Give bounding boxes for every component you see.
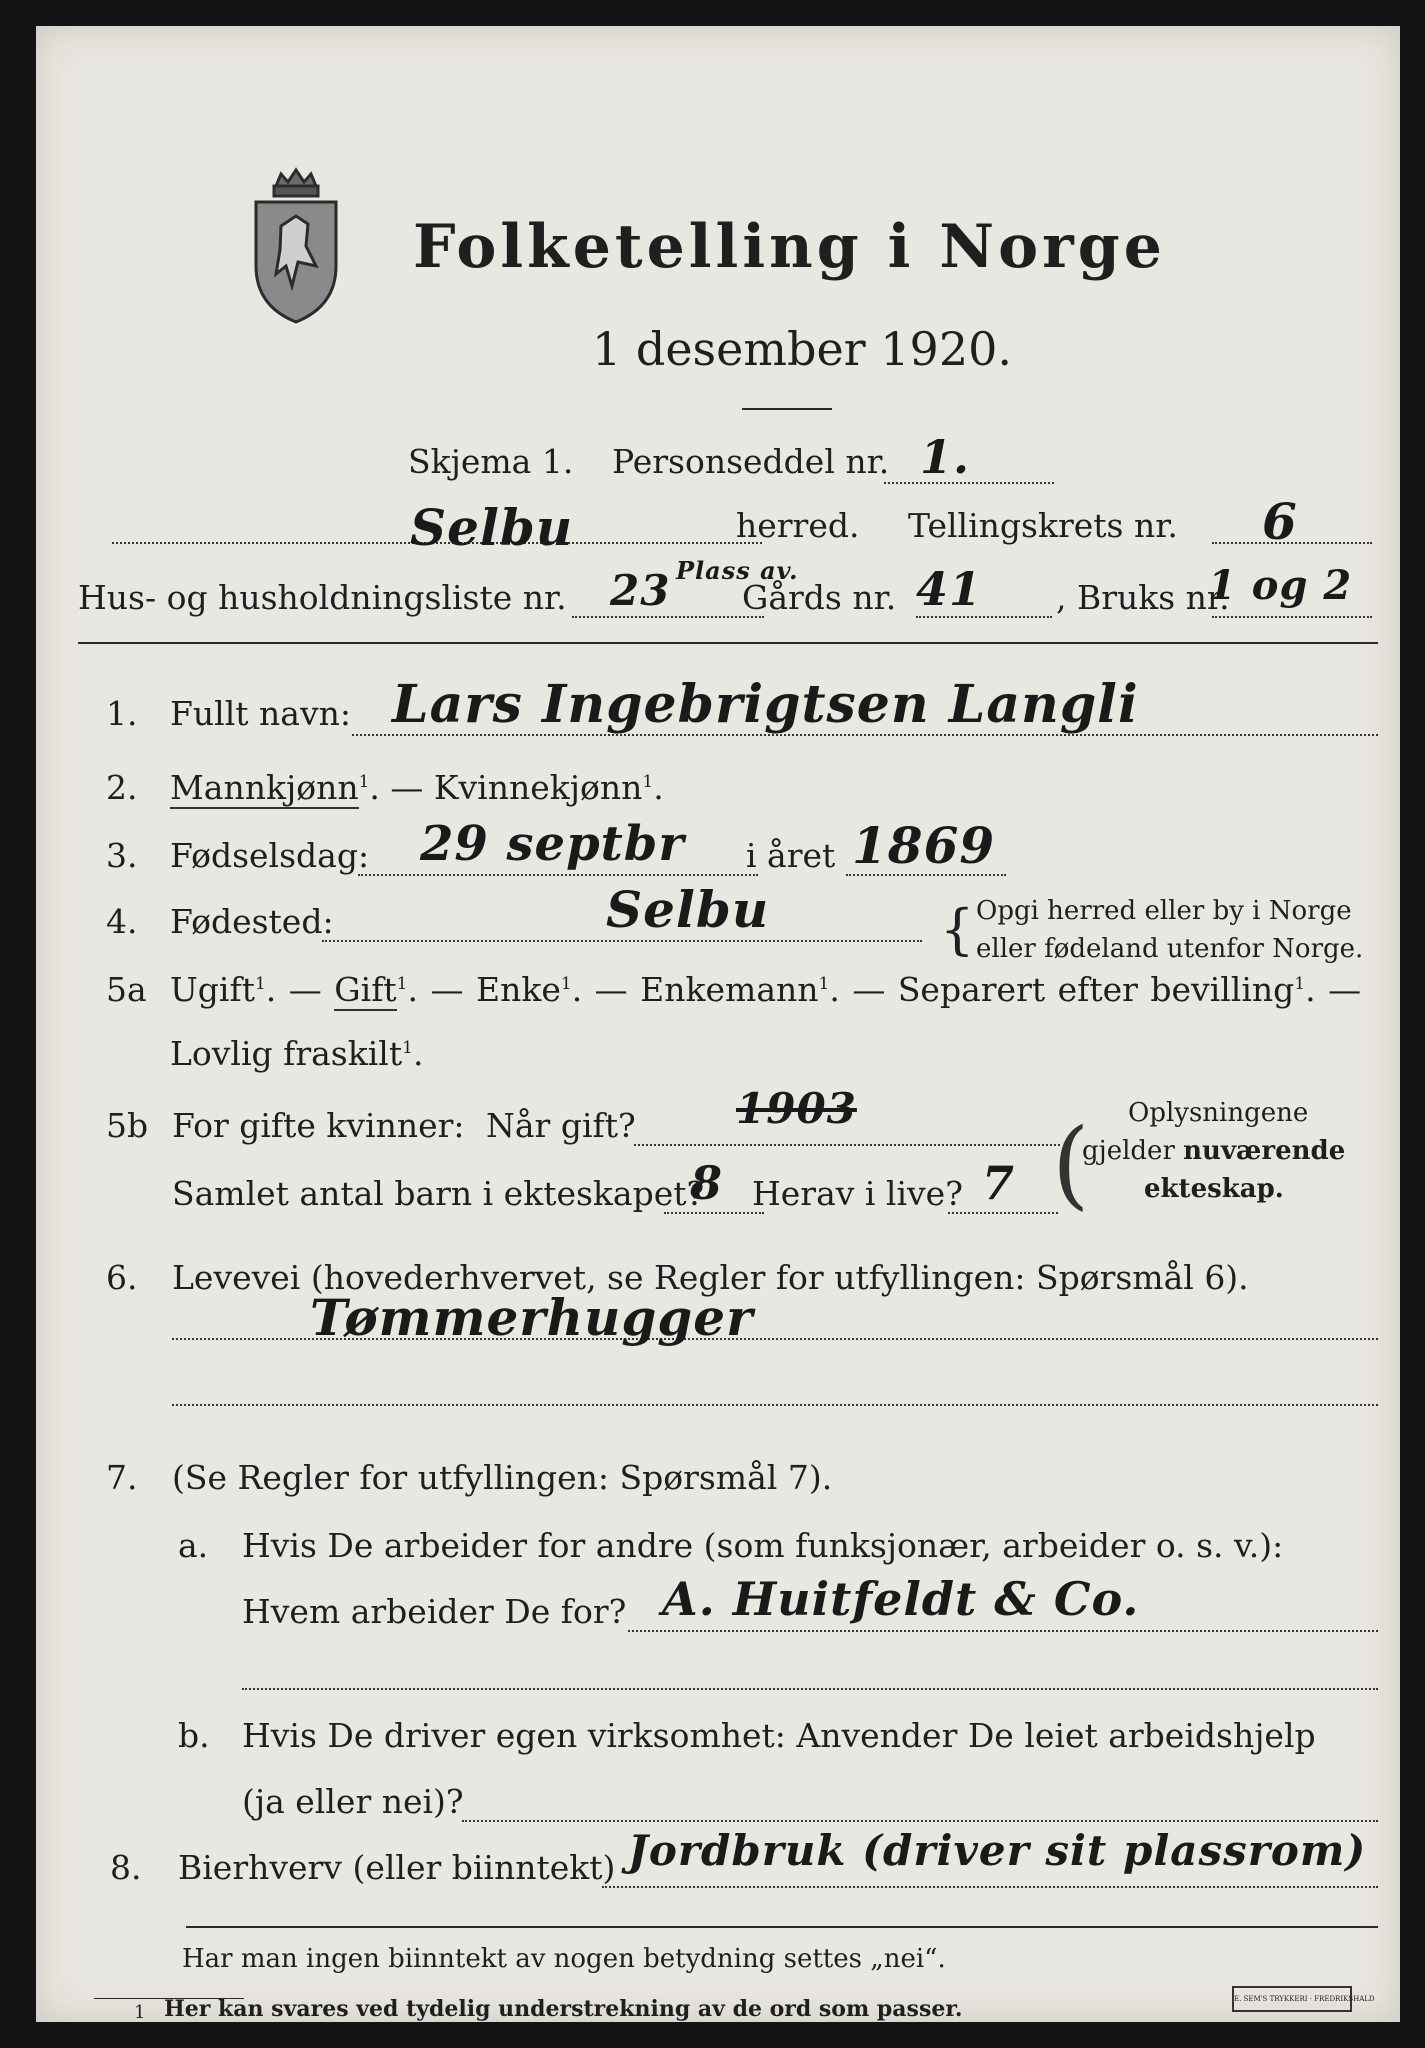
q5b-naar-label: Når gift? [486, 1106, 636, 1145]
q4-value: Selbu [606, 880, 770, 939]
q5b-live-label: Herav i live? [752, 1174, 963, 1213]
q7a-line-2 [242, 1688, 1378, 1690]
q3-line [358, 874, 758, 876]
q4-label: Fødested: [170, 902, 334, 941]
q8-label: Bierhverv (eller biinntekt) [178, 1848, 616, 1887]
census-form [36, 26, 1400, 2022]
q7a-text: Hvis De arbeider for andre (som funksjonær, arbeider o. s. v.): [242, 1526, 1284, 1565]
q7b-question: (ja eller nei)? [242, 1782, 464, 1821]
q4-brace: { [940, 898, 975, 961]
q5b-barn-value: 8 [690, 1156, 724, 1210]
q3-label: Fødselsdag: [170, 836, 370, 875]
q5a-gift: Gift [334, 970, 397, 1009]
coat-of-arms-icon [236, 166, 356, 326]
q4-note2: eller fødeland utenfor Norge. [976, 934, 1364, 964]
q7a-line [628, 1630, 1378, 1632]
q6-value: Tømmerhugger [310, 1288, 754, 1347]
bruks-value: 1 og 2 [1208, 562, 1353, 609]
q5b-brace: ( [1052, 1108, 1090, 1220]
tellingskrets-value: 6 [1262, 492, 1298, 551]
skjema-label: Skjema 1. [408, 442, 574, 481]
q1-num: 1. [106, 694, 138, 733]
q5b-barn-label: Samlet antal barn i ekteskapet? [172, 1174, 705, 1213]
q7-label: (Se Regler for utfyllingen: Spørsmål 7). [172, 1458, 833, 1497]
q5b-naar-value: 1903 [736, 1084, 857, 1133]
title-divider [742, 408, 832, 410]
herred-label: herred. [736, 506, 860, 545]
q3-num: 3. [106, 836, 138, 875]
q5b-live-value: 7 [982, 1156, 1016, 1210]
gards-line [916, 616, 1052, 618]
q5b-note1: Oplysningene [1128, 1098, 1309, 1128]
q4-num: 4. [106, 902, 138, 941]
q8-num: 8. [110, 1848, 142, 1887]
printer-stamp: E. SEM'S TRYKKERI · FREDRIKSHALD [1232, 1986, 1352, 2012]
q5a-lovlig: Lovlig fraskilt$^1$. [170, 1034, 424, 1073]
herred-value: Selbu [410, 498, 574, 557]
personseddel-value: 1. [920, 430, 971, 484]
q5b-barn-line [664, 1212, 764, 1214]
q4-note1: Opgi herred eller by i Norge [976, 896, 1352, 926]
q7b-num: b. [178, 1716, 210, 1755]
q2-kvinne: Kvinnekjønn [433, 768, 643, 807]
footer-divider [186, 1926, 1378, 1928]
q2-options: Mannkjønn$^1$. — Kvinnekjønn$^1$. [170, 768, 664, 807]
q8-line [602, 1886, 1378, 1888]
gards-label: Gårds nr. [742, 578, 897, 617]
q5b-note3: ekteskap. [1144, 1174, 1284, 1204]
q6-line-2 [172, 1404, 1378, 1406]
footnote-text: Her kan svares ved tydelig understrekning av de ord som passer. [164, 1996, 963, 2022]
q5b-naar-line [634, 1144, 1060, 1146]
q7b-line [462, 1820, 1378, 1822]
q5a-options: Ugift$^1$. — Gift$^1$. — Enke$^1$. — Enkemann$^1$. — Separert efter bevilling$^1$. — [170, 970, 1362, 1009]
q3-value: 29 septbr [420, 816, 685, 872]
q7a-question: Hvem arbeider De for? [242, 1592, 627, 1631]
q4-line [322, 940, 922, 942]
q3-year-label: i året [746, 836, 836, 875]
q7a-value: A. Huitfeldt & Co. [662, 1572, 1140, 1626]
q7-num: 7. [106, 1458, 138, 1497]
gards-value: 41 [916, 562, 983, 616]
form-title: Folketelling i Norge [413, 212, 1166, 282]
q1-label: Fullt navn: [170, 694, 351, 733]
footer-note: Har man ingen biinntekt av nogen betydning settes „nei“. [182, 1944, 946, 1974]
q3-year-value: 1869 [852, 816, 996, 875]
husliste-line [572, 616, 764, 618]
q2-num: 2. [106, 768, 138, 807]
q1-value: Lars Ingebrigtsen Langli [392, 674, 1139, 735]
q7b-text: Hvis De driver egen virksomhet: Anvender De leiet arbeidshjelp [242, 1716, 1316, 1755]
husliste-value: 23 [610, 566, 671, 615]
bruks-label: , Bruks nr. [1056, 578, 1230, 617]
q5b-num: 5b [106, 1106, 149, 1145]
census-date: 1 desember 1920. [592, 322, 1012, 376]
q6-label: Levevei (hovederhvervet, se Regler for utfyllingen: Spørsmål 6). [172, 1258, 1249, 1297]
q5b-label: For gifte kvinner: [172, 1106, 465, 1145]
bruks-line [1212, 616, 1372, 618]
husliste-note: Plass av. [676, 556, 799, 585]
tellingskrets-label: Tellingskrets nr. [908, 506, 1178, 545]
header-divider [78, 642, 1378, 644]
personseddel-label: Personseddel nr. [612, 442, 890, 481]
q5b-live-line [948, 1212, 1058, 1214]
q7a-num: a. [178, 1526, 209, 1565]
q8-value: Jordbruk (driver sit plassrom) [628, 1826, 1367, 1875]
husliste-label: Hus- og husholdningsliste nr. [78, 578, 567, 617]
q6-num: 6. [106, 1258, 138, 1297]
footnote-num: 1 [134, 2002, 146, 2023]
q5b-note2: gjelder nuværende [1082, 1136, 1346, 1166]
q2-mann: Mannkjønn [170, 768, 359, 807]
q5a-num: 5a [106, 970, 147, 1009]
